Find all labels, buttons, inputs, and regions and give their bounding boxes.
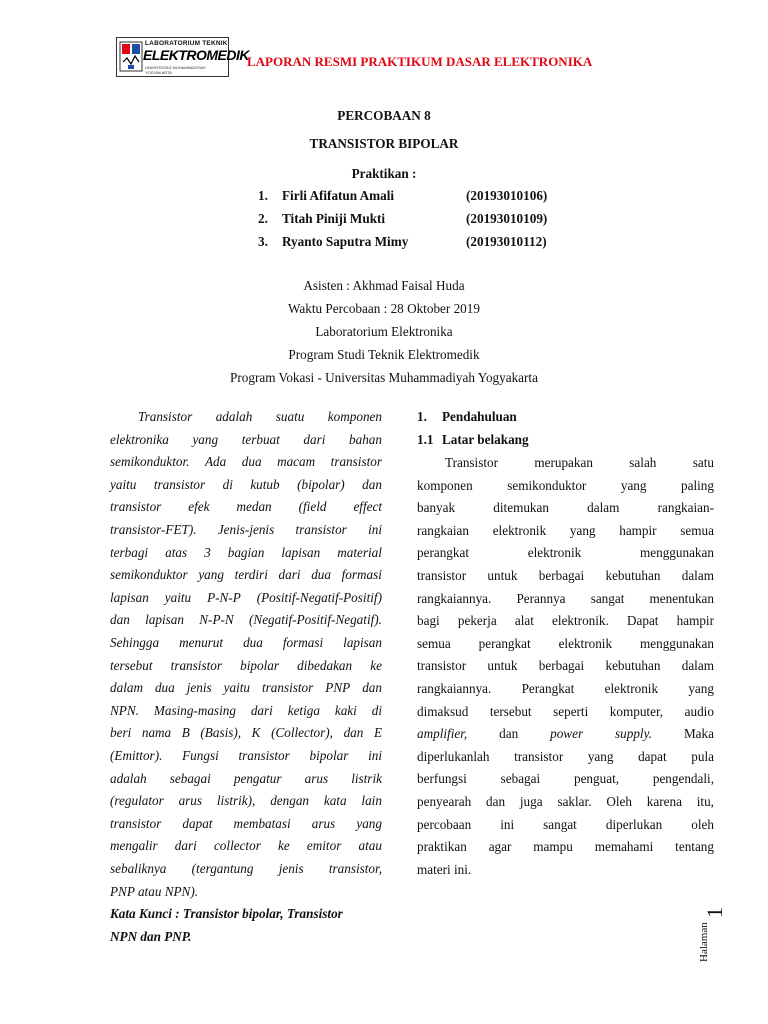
- abstract-text: beri nama B (Basis), K (Collector), dan E: [110, 725, 382, 741]
- intro-line: [417, 565, 714, 587]
- intro-line: [417, 655, 714, 677]
- abstract-text: Transistor adalah suatu komponen: [138, 409, 382, 424]
- abstract-text: transistor-FET). Jenis-jenis transistor ini: [110, 522, 382, 537]
- abstract-text: Sehingga menurut dua formasi lapisan: [110, 635, 382, 650]
- praktikan-name: Firli Afifatun Amali: [282, 188, 395, 203]
- abstract-text: semikonduktor yang terdiri dari dua formasi: [110, 567, 382, 583]
- abstract-line: [110, 429, 382, 451]
- intro-text: transistor untuk berbagai kebutuhan dalam: [417, 568, 714, 583]
- keywords-line: Kata Kunci : Transistor bipolar, Transistor: [110, 906, 343, 922]
- section-heading: [417, 406, 517, 428]
- abstract-line: [110, 790, 382, 812]
- intro-line: [417, 859, 714, 881]
- intro-text: materi ini.: [417, 861, 472, 877]
- praktikan-number: 1.: [258, 188, 268, 203]
- abstract-text: mengalir dari collector ke emitor atau: [110, 838, 382, 854]
- abstract-line: [110, 881, 382, 903]
- abstract-line: [110, 632, 382, 654]
- intro-line: [417, 633, 714, 655]
- page-footer: [688, 890, 748, 970]
- abstract-line: [110, 655, 382, 677]
- abstract-line: [110, 496, 382, 518]
- keywords-line: NPN dan PNP.: [110, 928, 192, 944]
- intro-line: [445, 452, 714, 474]
- abstract-text: elektronika yang terbuat dari bahan: [110, 431, 382, 447]
- intro-text: rangkaian elektronik yang hampir semua: [417, 522, 714, 538]
- abstract-line: [110, 542, 382, 564]
- intro-line: [417, 542, 714, 564]
- intro-line: [417, 678, 714, 700]
- abstract-line: [110, 451, 382, 473]
- experiment-number: PERCOBAAN 8: [337, 108, 431, 123]
- lab-logo: [116, 37, 249, 77]
- logo-main-text: ELEKTROMEDIK: [143, 47, 249, 63]
- intro-text: banyak ditemukan dalam rangkaian-: [417, 500, 714, 516]
- intro-text: percobaan ini sangat diperlukan oleh: [417, 816, 714, 832]
- praktikan-id: (20193010109): [466, 211, 548, 226]
- abstract-text: dan lapisan N-P-N (Negatif-Positif-Negatif).: [110, 612, 382, 628]
- logo-top-text: LABORATORIUM TEKNIK: [145, 40, 228, 47]
- praktikan-id: (20193010112): [466, 234, 547, 249]
- subsection-number: 1.1: [417, 432, 434, 447]
- abstract-text: terbagi atas 3 bagian lapisan material: [110, 544, 382, 560]
- abstract-text: transistor efek medan (field effect: [110, 499, 382, 515]
- intro-text: diperlukanlah transistor yang dapat pula: [417, 748, 714, 764]
- intro-text: penyearah dan juga saklar. Oleh karena itu,: [417, 794, 714, 809]
- abstract-line: [110, 564, 382, 586]
- intro-text: dimaksud tersebut seperti komputer, audio: [417, 703, 714, 719]
- abstract-line: [110, 745, 382, 767]
- intro-text: perangkat elektronik menggunakan: [417, 545, 714, 561]
- section-number: 1.: [417, 409, 427, 424]
- abstract-line: [110, 677, 382, 699]
- abstract-text: yaitu transistor di kutub (bipolar) dan: [110, 476, 382, 492]
- intro-line: [417, 588, 714, 610]
- intro-line: [417, 475, 714, 497]
- intro-text: berfungsi sebagai penguat, pengendali,: [417, 771, 714, 787]
- abstract-text: NPN. Masing-masing dari ketiga kaki di: [110, 702, 382, 718]
- lab-line: Laboratorium Elektronika: [315, 324, 453, 339]
- intro-text: transistor untuk berbagai kebutuhan dalam: [417, 658, 714, 674]
- abstract-line: [110, 835, 382, 857]
- report-header-title: LAPORAN RESMI PRAKTIKUM DASAR ELEKTRONIKA: [247, 54, 593, 69]
- intro-line: [417, 701, 714, 723]
- abstract-text: transistor dapat membatasi arus yang: [110, 815, 382, 831]
- abstract-text: PNP atau NPN).: [110, 883, 199, 899]
- praktikan-name: Ryanto Saputra Mimy: [282, 234, 409, 249]
- abstract-text: sebaliknya (tergantung jenis transistor,: [110, 861, 382, 876]
- abstract-text: dalam dua jenis yaitu transistor PNP dan: [110, 680, 382, 696]
- intro-text: komponen semikonduktor yang paling: [417, 477, 714, 493]
- prodi-line: Program Studi Teknik Elektromedik: [288, 347, 480, 362]
- intro-text: amplifier, dan power supply. Maka: [417, 726, 714, 742]
- experiment-title: TRANSISTOR BIPOLAR: [309, 136, 459, 151]
- abstract-line: [110, 609, 382, 631]
- abstract-line: [110, 587, 382, 609]
- intro-line: [417, 497, 714, 519]
- praktikan-id: (20193010106): [466, 188, 548, 203]
- intro-line: [417, 768, 714, 790]
- praktikan-number: 2.: [258, 211, 268, 226]
- abstract-line: [110, 722, 382, 744]
- intro-line: [417, 814, 714, 836]
- intro-text: praktikan agar mampu memahami tentang: [417, 839, 714, 855]
- intro-line: [417, 610, 714, 632]
- intro-line: [417, 746, 714, 768]
- abstract-line: [138, 406, 382, 428]
- page-number: 1: [702, 907, 727, 918]
- abstract-line: [110, 768, 382, 790]
- abstract-line: [110, 813, 382, 835]
- asisten-line: Asisten : Akhmad Faisal Huda: [303, 278, 465, 293]
- subsection-heading: [417, 429, 529, 451]
- intro-line: [417, 520, 714, 542]
- praktikan-name: Titah Piniji Mukti: [282, 211, 386, 226]
- abstract-text: lapisan yaitu P-N-P (Positif-Negatif-Positif): [110, 589, 382, 605]
- intro-text: semua perangkat elektronik menggunakan: [417, 635, 714, 651]
- intro-text: Transistor merupakan salah satu: [445, 455, 714, 470]
- praktikan-number: 3.: [258, 234, 268, 249]
- abstract-text: (regulator arus listrik), dengan kata lain: [110, 793, 382, 809]
- page-label: Halaman: [698, 922, 710, 962]
- waktu-line: Waktu Percobaan : 28 Oktober 2019: [288, 301, 480, 316]
- section-title: Pendahuluan: [442, 409, 517, 424]
- logo-bottom-text: UNIVERSITAS MUHAMMADIYAH YOGYAKARTA: [145, 65, 206, 75]
- abstract-line: [110, 474, 382, 496]
- intro-line: [417, 791, 714, 813]
- abstract-line: [110, 700, 382, 722]
- abstract-text: (Emittor). Fungsi transistor bipolar ini: [110, 748, 382, 763]
- intro-line: [417, 836, 714, 858]
- abstract-line: [110, 519, 382, 541]
- abstract-line: [110, 858, 382, 880]
- abstract-text: adalah sebagai pengatur arus listrik: [110, 770, 382, 786]
- intro-text: rangkaiannya. Perannya sangat menentukan: [417, 590, 714, 606]
- intro-text: bagi pekerja alat elektronik. Dapat hampir: [417, 613, 714, 629]
- praktikan-label: Praktikan :: [351, 166, 417, 181]
- intro-line: [417, 723, 714, 745]
- abstract-text: semikonduktor. Ada dua macam transistor: [110, 454, 382, 470]
- program-line: Program Vokasi - Universitas Muhammadiyah Yogyakarta: [230, 370, 538, 385]
- intro-text: rangkaiannya. Perangkat elektronik yang: [417, 681, 714, 696]
- lab-emblem-icon: [120, 42, 142, 71]
- abstract-text: tersebut transistor bipolar dibedakan ke: [110, 657, 382, 673]
- subsection-title: Latar belakang: [442, 432, 529, 447]
